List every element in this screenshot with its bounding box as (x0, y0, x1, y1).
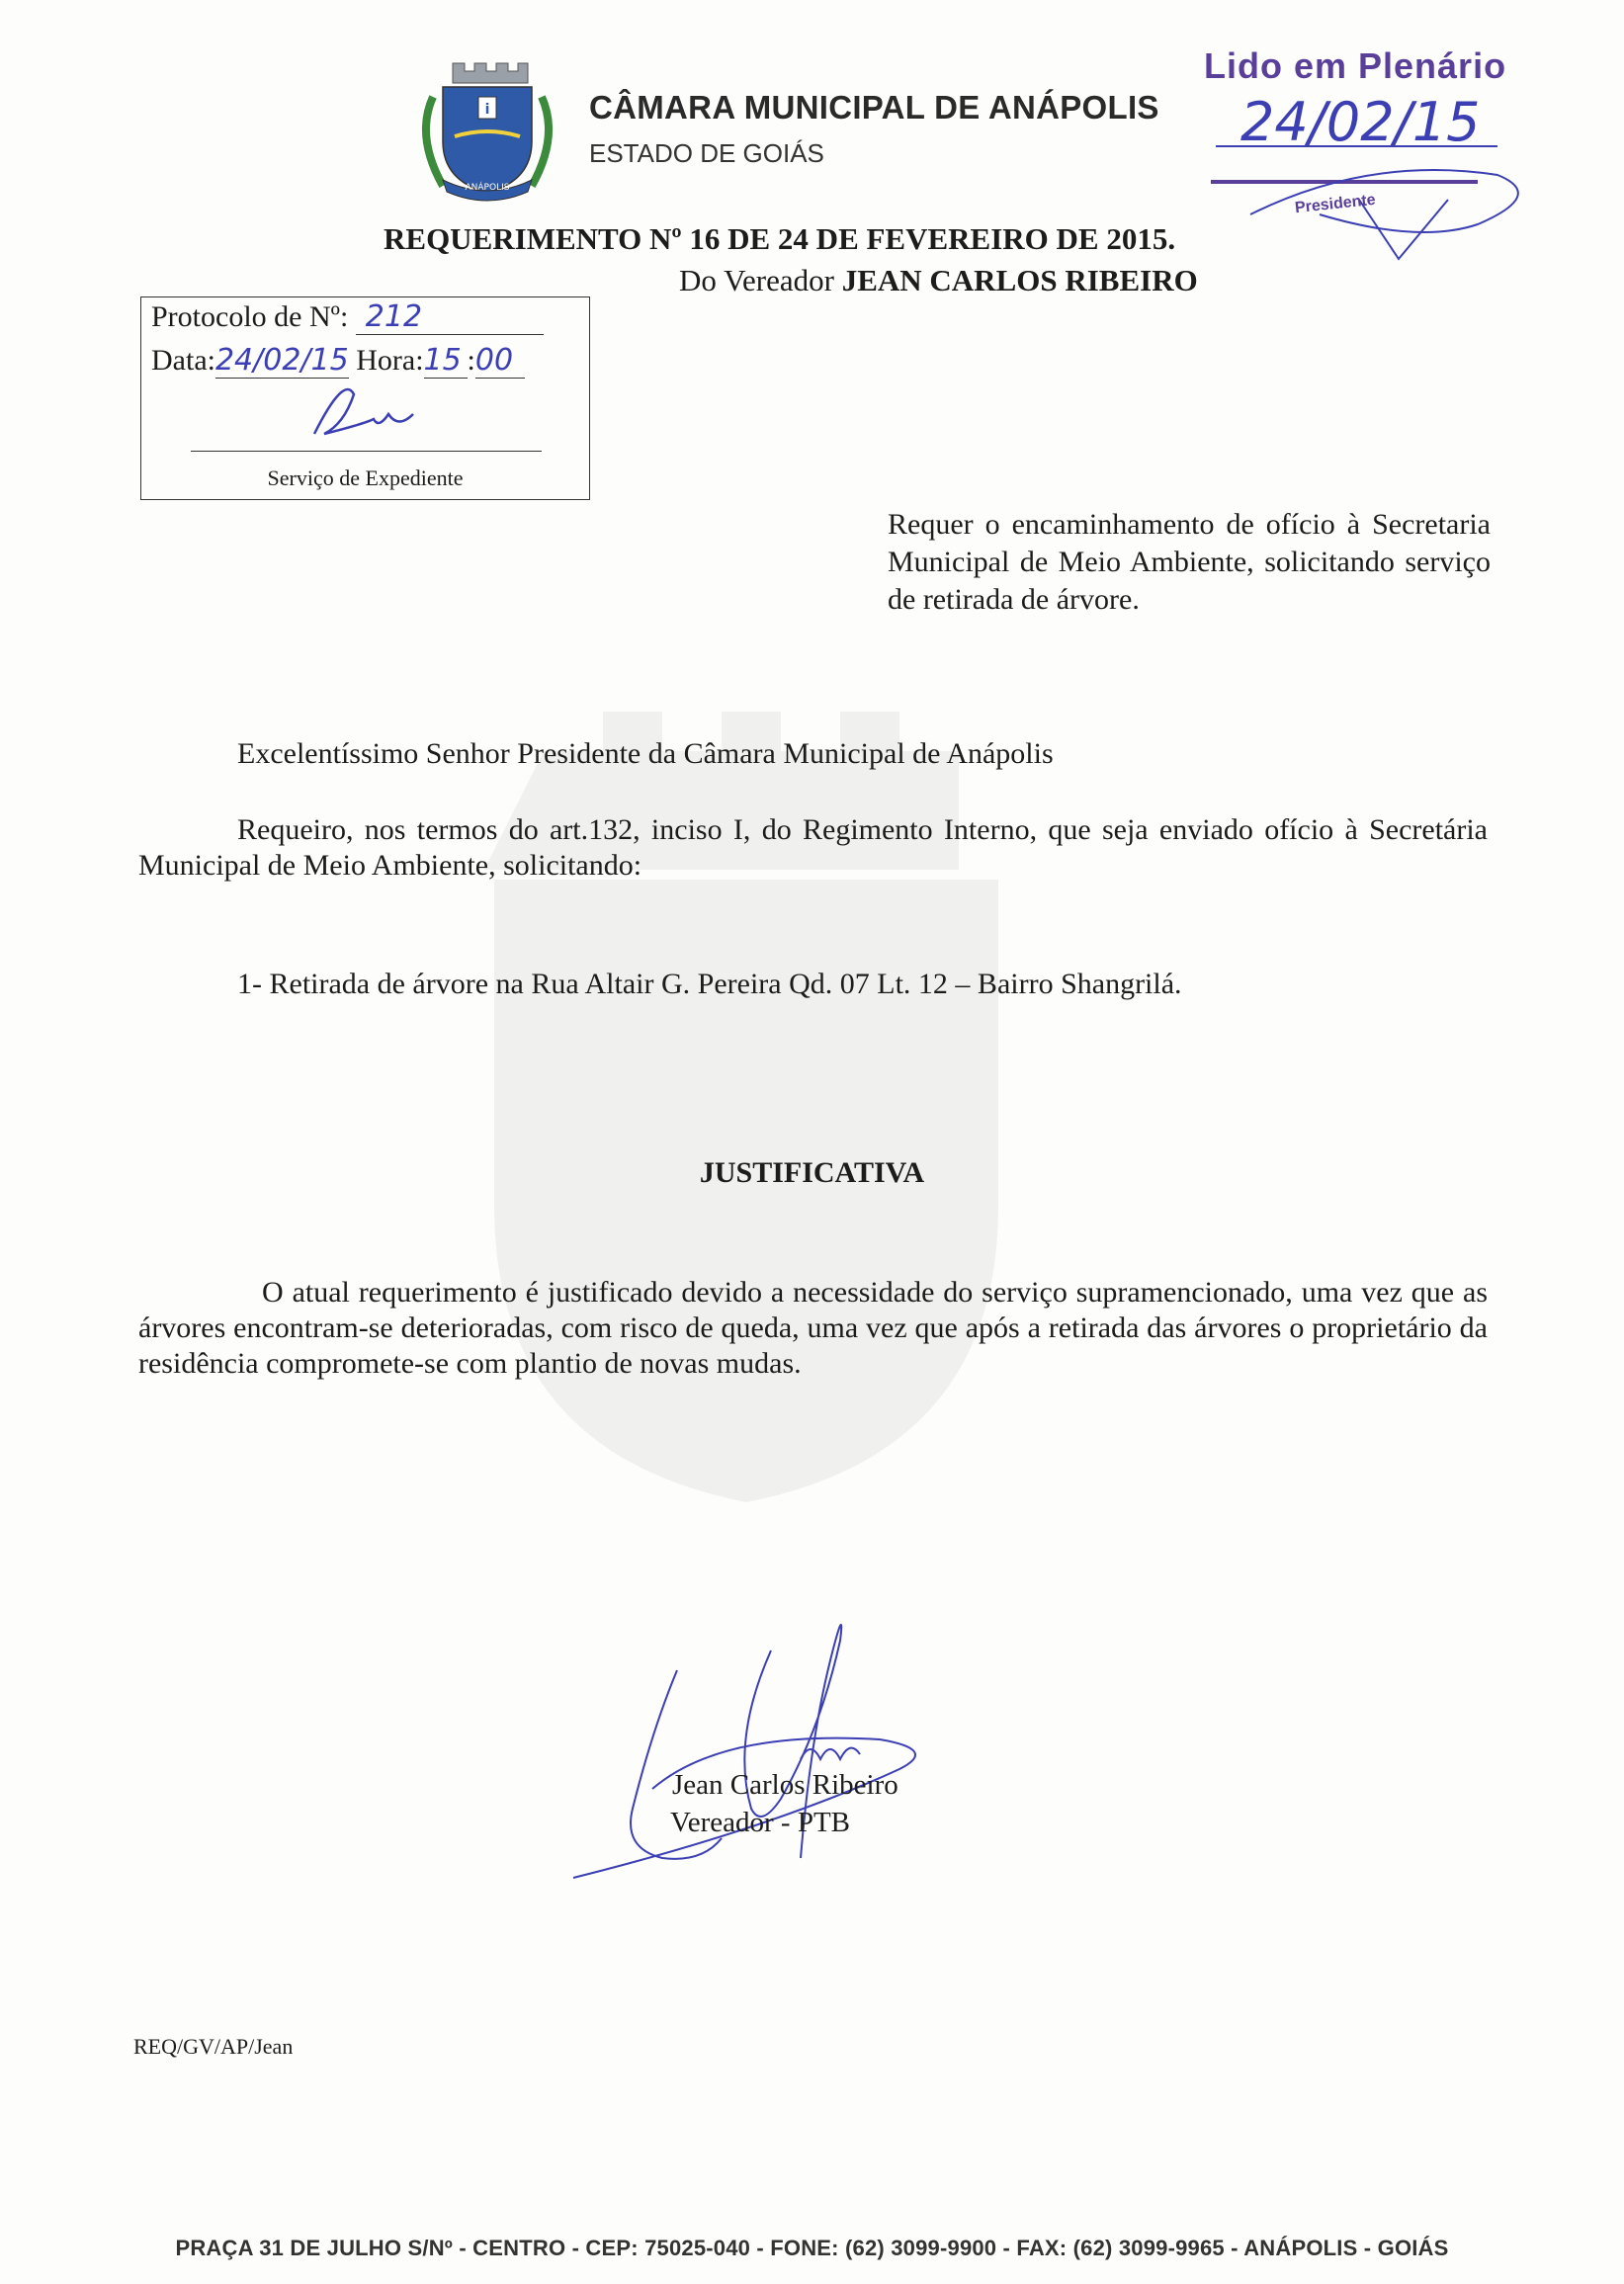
signer-role: Vereador - PTB (670, 1807, 851, 1838)
protocol-number-value: 212 (356, 299, 544, 335)
protocol-time-sep: : (467, 344, 475, 377)
requirement-summary: Requer o encaminhamento de ofício à Secretaria Municipal de Meio Ambiente, solicitando serviço de retirada de árvore. (888, 508, 1491, 616)
svg-text:ANÁPOLIS: ANÁPOLIS (465, 183, 510, 193)
protocol-number-label: Protocolo de Nº: (151, 300, 349, 333)
protocol-time-label: Hora: (356, 344, 424, 377)
protocol-box (140, 296, 590, 500)
svg-text:i: i (484, 102, 490, 118)
signer-name: Jean Carlos Ribeiro (672, 1769, 898, 1801)
requirement-author (679, 263, 1198, 298)
request-item: 1- Retirada de árvore na Rua Altair G. Pereira Qd. 07 Lt. 12 – Bairro Shangrilá. (237, 968, 1182, 1000)
justification-title: JUSTIFICATIVA (699, 1156, 925, 1189)
protocol-service-label: Serviço de Expediente (267, 465, 464, 490)
stamp-role: Presidente (1294, 191, 1377, 217)
protocol-number-row (151, 299, 544, 335)
reference-code: REQ/GV/AP/Jean (133, 2034, 294, 2059)
requirement-title: REQUERIMENTO Nº 16 DE 24 DE FEVEREIRO DE 2015. (384, 221, 1176, 256)
chamber-name: CÂMARA MUNICIPAL DE ANÁPOLIS (589, 89, 1159, 126)
protocol-date-value: 24/02/15 (214, 343, 349, 378)
chamber-state: ESTADO DE GOIÁS (589, 138, 824, 168)
protocol-date-row (151, 343, 525, 379)
salutation: Excelentíssimo Senhor Presidente da Câmara Municipal de Anápolis (237, 737, 1054, 770)
stamp-title: Lido em Plenário (1204, 45, 1507, 86)
justification-paragraph: O atual requerimento é justificado devido a necessidade do serviço supramencionado, uma vez que as árvores encontram-se deterioradas, com risco de queda, uma vez que após a retirada das árvores o proprietário da residência compromete-se com plantio de novas mudas. (138, 1276, 1488, 1380)
protocol-time-min: 00 (475, 343, 525, 379)
protocol-time-hour: 15 (424, 343, 468, 379)
protocol-date-label: Data: (151, 344, 215, 377)
protocol-signature-line (191, 451, 542, 452)
handwritten-signature (554, 1591, 969, 1898)
author-prefix: Do Vereador (679, 263, 834, 297)
request-paragraph: Requeiro, nos termos do art.132, inciso I, do Regimento Interno, que seja enviado ofício à Secretária Municipal de Meio Ambiente, solicitando: (138, 813, 1488, 882)
svg-text:24/02/15: 24/02/15 (1240, 91, 1481, 153)
footer-address: PRAÇA 31 DE JULHO S/Nº - CENTRO - CEP: 75025-040 - FONE: (62) 3099-9900 - FAX: (62) 3099-9965 - ANÁPOLIS - GOIÁS (175, 2236, 1449, 2260)
protocol-initials (304, 384, 433, 450)
author-name: JEAN CARLOS RIBEIRO (841, 263, 1198, 297)
municipal-crest (413, 57, 561, 208)
